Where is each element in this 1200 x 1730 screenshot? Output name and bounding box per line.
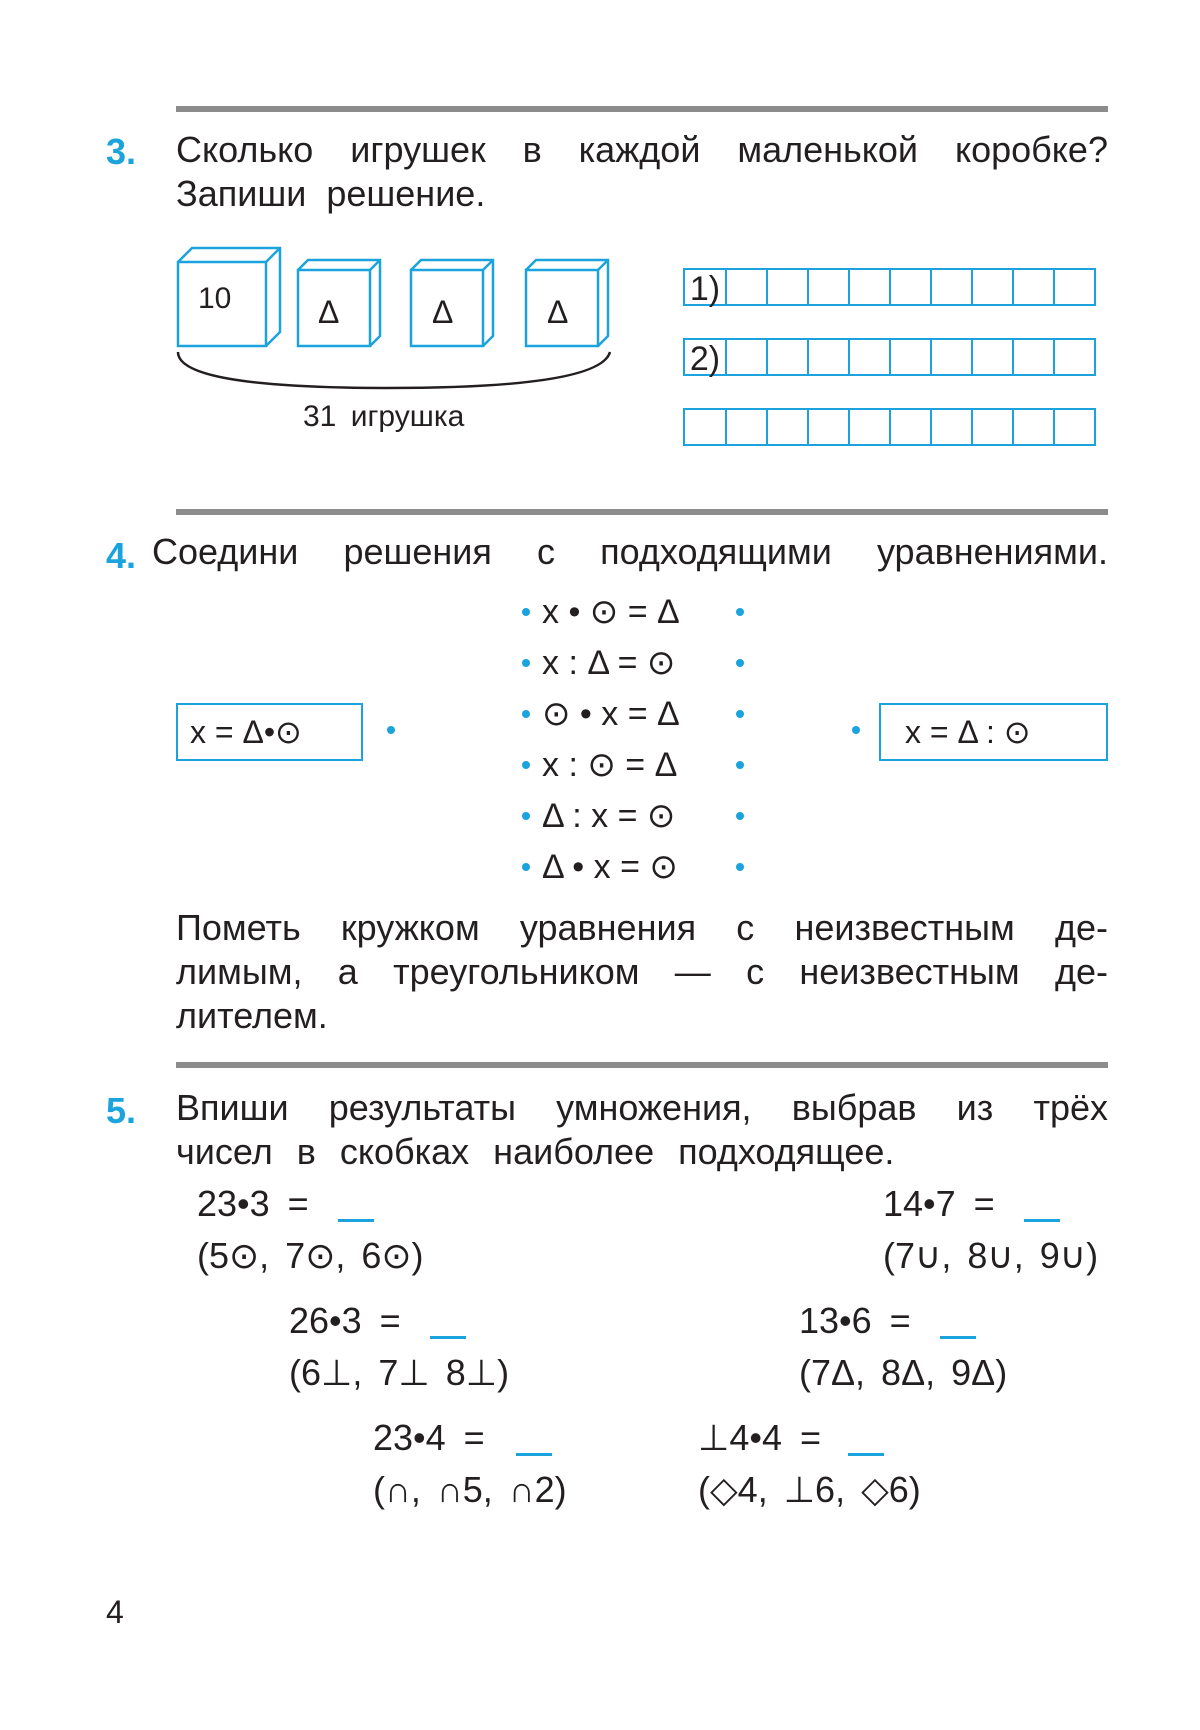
brace-label: 31 игрушка <box>303 400 465 433</box>
answer-choices: (7Δ, 8Δ, 9Δ) <box>799 1352 1008 1393</box>
task-number: 3. <box>106 131 137 172</box>
connect-dot[interactable] <box>736 659 744 667</box>
task4-note-line3: лителем. <box>176 995 328 1036</box>
connect-dot[interactable] <box>852 726 860 734</box>
answer-blank[interactable] <box>1024 1219 1060 1222</box>
multiplication-expression: ⊥4•4 = <box>698 1417 822 1458</box>
word: де- <box>1054 951 1108 992</box>
equation: Δ : x = ⊙ <box>542 797 676 835</box>
row-label: 1) <box>689 270 721 308</box>
task3-question-line1 <box>176 128 1108 172</box>
word: с <box>736 907 755 948</box>
connect-dot[interactable] <box>736 761 744 769</box>
word: с <box>746 951 765 992</box>
connect-dot[interactable] <box>522 761 530 769</box>
box-small-label: Δ <box>432 294 454 330</box>
word: неизвестным <box>799 951 1020 992</box>
task5-question-line2: чисел в скобках наиболее подходящее. <box>176 1131 895 1172</box>
connect-dot[interactable] <box>522 608 530 616</box>
connect-dot[interactable] <box>736 710 744 718</box>
word: уравнения <box>519 907 697 948</box>
connect-dot[interactable] <box>736 863 744 871</box>
word: каждой <box>578 129 701 170</box>
answer-row-1[interactable] <box>683 268 1096 306</box>
word: Соедини <box>152 531 299 572</box>
word: коробке? <box>954 129 1108 170</box>
word: подходящими <box>600 531 832 572</box>
word: умножения, <box>556 1087 752 1128</box>
answer-row-3[interactable] <box>683 408 1096 446</box>
word: маленькой <box>737 129 919 170</box>
row-label <box>685 410 725 444</box>
multiplication-expression: 23•3 = <box>197 1183 309 1224</box>
task5-question-line1 <box>176 1086 1108 1130</box>
task3-question-line2: Запиши решение. <box>176 173 486 214</box>
equation: ⊙ • x = Δ <box>542 695 680 733</box>
word: с <box>537 531 556 572</box>
answer-choices: (◇4, ⊥6, ◇6) <box>698 1469 921 1510</box>
word: Впиши <box>176 1087 289 1128</box>
word: треугольником <box>393 951 640 992</box>
word: а <box>337 951 358 992</box>
connect-dot[interactable] <box>736 812 744 820</box>
page-number: 4 <box>106 1594 124 1630</box>
answer-choices: (5⊙, 7⊙, 6⊙) <box>197 1235 424 1276</box>
word: игрушек <box>350 129 486 170</box>
word: кружком <box>340 907 480 948</box>
word: — <box>674 951 711 992</box>
connect-dot[interactable] <box>522 710 530 718</box>
connect-dot[interactable] <box>522 659 530 667</box>
task4-note-line2 <box>176 950 1108 994</box>
word: лимым, <box>176 951 303 992</box>
box-small-label: Δ <box>547 294 569 330</box>
row-label: 2) <box>689 340 721 378</box>
multiplication-expression: 14•7 = <box>883 1183 995 1224</box>
word: решения <box>343 531 492 572</box>
word: трёх <box>1033 1087 1108 1128</box>
equation: x : Δ = ⊙ <box>542 644 676 682</box>
equation: Δ • x = ⊙ <box>542 848 678 886</box>
connect-dot[interactable] <box>387 726 395 734</box>
answer-blank[interactable] <box>848 1453 884 1456</box>
answer-blank[interactable] <box>516 1453 552 1456</box>
solution-box-right[interactable]: x = Δ : ⊙ <box>879 703 1108 761</box>
multiplication-expression: 13•6 = <box>799 1300 911 1341</box>
answer-blank[interactable] <box>940 1336 976 1339</box>
multiplication-expression: 26•3 = <box>289 1300 401 1341</box>
word: уравнениями. <box>876 531 1108 572</box>
answer-blank[interactable] <box>338 1219 374 1222</box>
task4-note-line1 <box>176 906 1108 950</box>
answer-choices: (∩, ∩5, ∩2) <box>373 1469 567 1510</box>
connect-dot[interactable] <box>522 863 530 871</box>
word: Пометь <box>176 907 301 948</box>
section-divider <box>176 509 1108 515</box>
answer-choices: (7∪, 8∪, 9∪) <box>883 1235 1099 1276</box>
word: неизвестным <box>794 907 1015 948</box>
answer-blank[interactable] <box>430 1336 466 1339</box>
section-divider <box>176 106 1108 112</box>
connect-dot[interactable] <box>736 608 744 616</box>
answer-row-2[interactable] <box>683 338 1096 376</box>
word: выбрав <box>791 1087 917 1128</box>
connect-dot[interactable] <box>522 812 530 820</box>
box-big-label: 10 <box>198 282 232 315</box>
box-small-label: Δ <box>318 294 340 330</box>
solution-box-left[interactable]: x = Δ•⊙ <box>176 703 363 761</box>
word: де- <box>1054 907 1108 948</box>
task4-title <box>152 530 1108 574</box>
brace <box>178 352 610 388</box>
section-divider <box>176 1062 1108 1068</box>
task-number: 4. <box>106 535 137 576</box>
answer-choices: (6⊥, 7⊥ 8⊥) <box>289 1352 510 1393</box>
word: результаты <box>328 1087 516 1128</box>
word: из <box>956 1087 994 1128</box>
word: в <box>522 129 542 170</box>
equation: x : ⊙ = Δ <box>542 746 678 784</box>
task-number: 5. <box>106 1090 137 1131</box>
equation: x • ⊙ = Δ <box>542 593 680 631</box>
multiplication-expression: 23•4 = <box>373 1417 485 1458</box>
word: Сколько <box>176 129 314 170</box>
